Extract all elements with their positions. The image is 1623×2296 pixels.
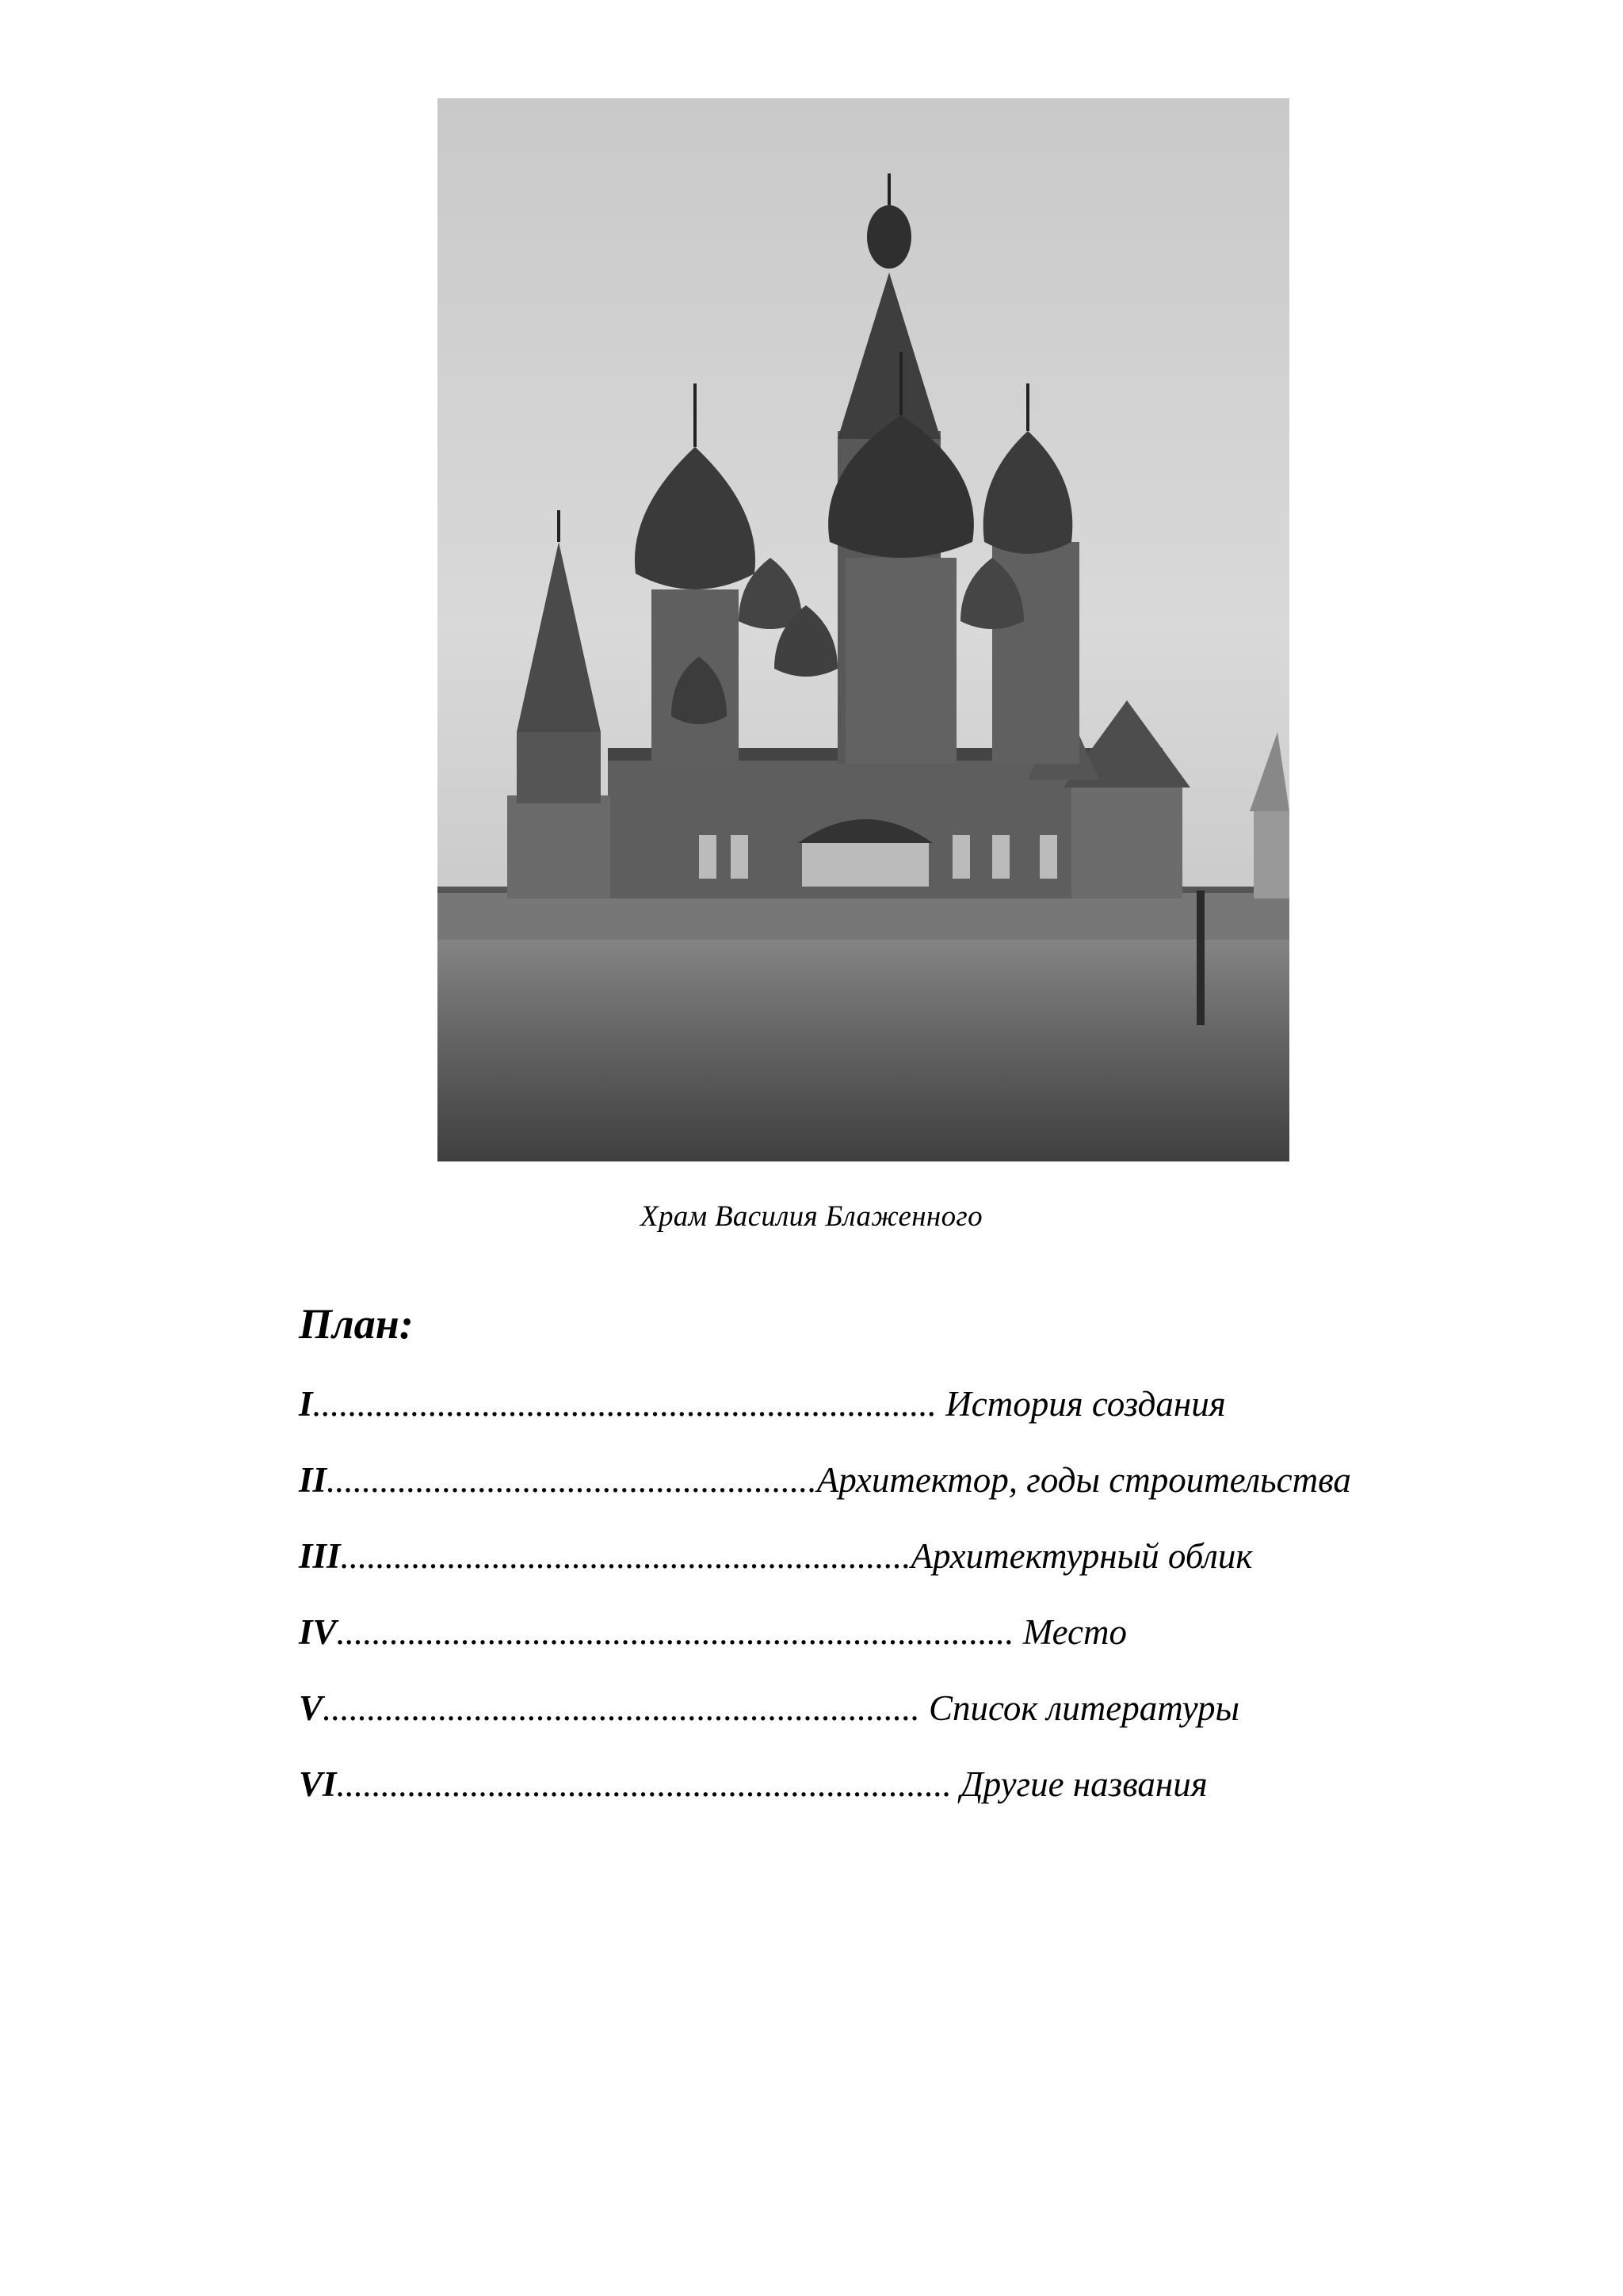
plan-item-number: IV [299,1612,337,1652]
plan-item-text: Архитектор, годы строительства [816,1460,1351,1500]
plan-item-number: V [299,1688,323,1728]
plan-item [299,1380,1567,1456]
plan-item-text: Список литературы [919,1688,1240,1728]
plan-item-text: История создания [937,1384,1226,1424]
plan-item-number: I [299,1384,313,1424]
plan-item-number: II [299,1460,327,1500]
photo-caption: Храм Василия Блаженного [640,1200,983,1233]
cathedral-photo [437,98,1289,1161]
plan-item-leader: ....................................................... [327,1460,817,1500]
plan-item-number: III [299,1536,341,1576]
plan-item [299,1760,1567,1836]
plan-item-leader: ..................................................................... [336,1764,952,1804]
plan-item-text: Другие названия [951,1764,1208,1804]
plan-item [299,1532,1567,1608]
plan-item-leader: ...................................................................... [312,1384,938,1424]
plan-item-number: VI [299,1764,337,1804]
plan-item-leader: ................................................................ [340,1536,911,1576]
plan-item [299,1684,1567,1760]
plan-item-leader: ................................................................... [323,1688,920,1728]
plan-title: План: [299,1300,414,1348]
plan-item-leader: ............................................................................ [336,1612,1014,1652]
plan-item-text: Место [1014,1612,1127,1652]
plan-item [299,1608,1567,1684]
plan-item [299,1456,1567,1532]
plan-item-text: Архитектурный облик [911,1536,1253,1576]
plan-list [299,1380,1567,1836]
